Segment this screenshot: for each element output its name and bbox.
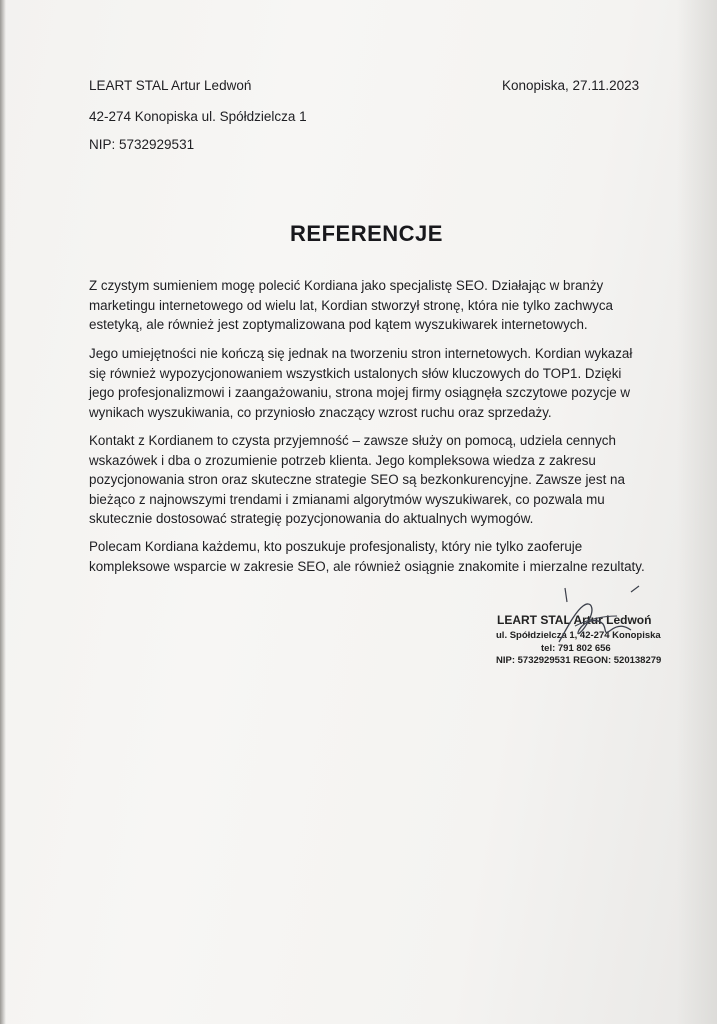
paragraph-2: Jego umiejętności nie kończą się jednak na tworzeniu stron internetowych. Kordian wykazał się również wypozycjonowaniem wszystkich ustalonych słów kluczowych do TOP1. Dzięki jego profesjonalizmowi i zaangażowaniu, strona mojej firmy osiągnęła szczytowe pozycje w wynikach wyszukiwania, co przyniosło znaczący wzrost ruchu oraz sprzedaży. [89, 346, 633, 420]
sender-company: LEART STAL Artur Ledwoń [89, 78, 252, 93]
page-shadow-left [0, 0, 6, 1024]
sender-address: 42-274 Konopiska ul. Spółdzielcza 1 [89, 109, 307, 124]
paragraph-1: Z czystym sumieniem mogę polecić Kordiana jako specjalistę SEO. Działając w branży marketingu internetowego od wielu lat, Kordian stworzył stronę, która nie tylko zachwyca estetyką, ale również jest zoptymalizowana pod kątem wyszukiwarek internetowych. [89, 278, 613, 332]
stamp-address: ul. Spółdzielcza 1, 42-274 Konopiska [496, 630, 661, 641]
paragraph-3: Kontakt z Kordianem to czysta przyjemność – zawsze służy on pomocą, udziela cennych wskazówek i dba o zrozumienie potrzeb klienta. Jego kompleksowa wiedza z zakresu pozycjonowania stron oraz skuteczne strategie SEO są bezkonkurencyjne. Zawsze jest na bieżąco z najnowszymi trendami i zmianami algorytmów wyszukiwarek, co pozwala mu skutecznie dostosować strategię pozycjonowania do aktualnych wymogów. [89, 433, 625, 526]
stamp-name: LEART STAL Artur Ledwoń [497, 613, 652, 627]
stamp-tel: tel: 791 802 656 [541, 643, 611, 654]
paragraph-4: Polecam Kordiana każdemu, kto poszukuje profesjonalisty, który nie tylko zaoferuje kompleksowe wsparcie w zakresie SEO, ale również osiągnie znakomite i mierzalne rezultaty. [89, 539, 645, 574]
stamp-ids: NIP: 5732929531 REGON: 520138279 [496, 655, 662, 666]
place-date: Konopiska, 27.11.2023 [502, 78, 640, 93]
page-shadow-right [677, 0, 717, 1024]
document-title: REFERENCJE [290, 221, 443, 246]
sender-nip: NIP: 5732929531 [89, 137, 195, 152]
signature [545, 580, 665, 650]
